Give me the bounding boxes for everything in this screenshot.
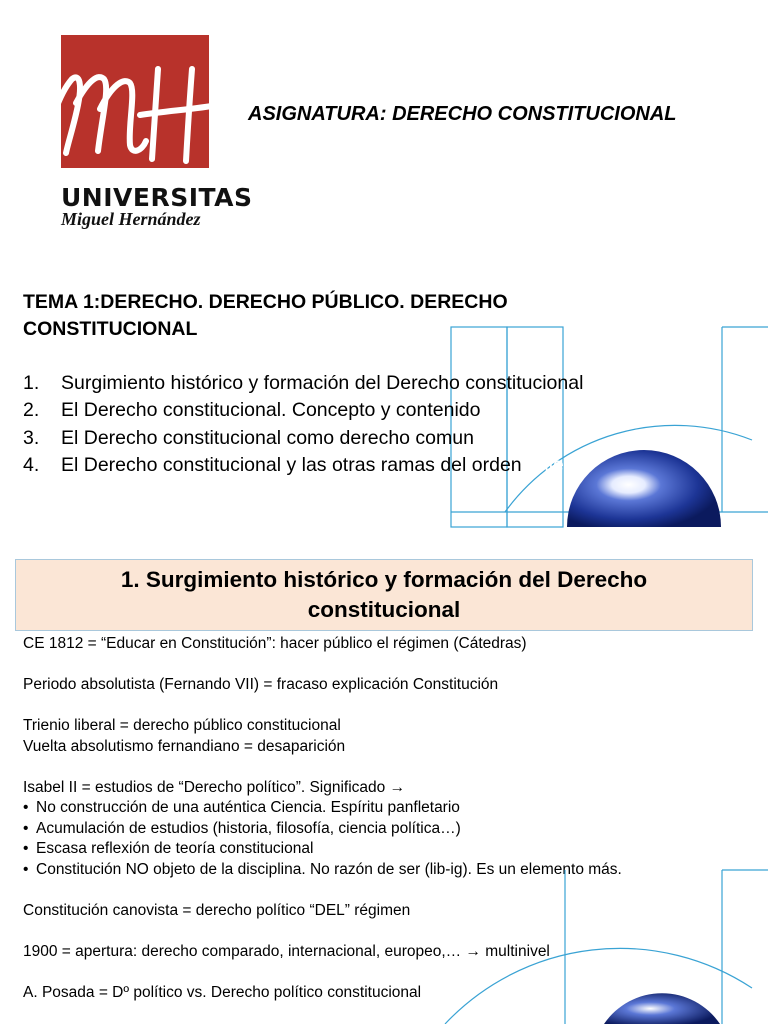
slide-2: [0, 548, 768, 1024]
topic-list-item: [23, 370, 591, 397]
topic-text: El Derecho constitucional. Concepto y contenido: [61, 399, 481, 422]
body-line: Periodo absolutista (Fernando VII) = fracaso explicación Constitución: [23, 676, 499, 693]
globe-graphic: [604, 993, 720, 1024]
topic-number: 3.: [23, 426, 40, 449]
topic-number: 1.: [23, 372, 40, 394]
decorative-graphic-2: [0, 548, 768, 1024]
subject-title: ASIGNATURA: DERECHO CONSTITUCIONAL: [248, 103, 677, 125]
body-line: Constitución canovista = derecho político “DEL” régimen: [23, 901, 411, 919]
topic-number: 2.: [23, 399, 40, 422]
bullet-mark: •: [23, 840, 29, 857]
topic-text-main: El Derecho constitucional y las otras ramas del orden: [61, 453, 522, 476]
topic-list-item: [23, 452, 591, 479]
body-line: Isabel II = estudios de “Derecho político”. Significado →: [23, 778, 406, 796]
topic-number: 4.: [23, 453, 40, 476]
bullet-text: Constitución NO objeto de la disciplina. No razón de ser (lib-ig). Es un elemento más.: [36, 860, 622, 878]
topic-text: [61, 452, 591, 479]
bullet-text: No construcción de una auténtica Ciencia. Espíritu panfletario: [36, 799, 460, 816]
body-line: A. Posada = Dº político vs. Derecho político constitucional: [23, 983, 422, 1001]
topic-list-item: [23, 425, 591, 452]
bullet-mark: •: [23, 819, 29, 837]
university-name: UNIVERSITAS: [61, 183, 253, 212]
body-line: CE 1812 = “Educar en Constitución”: hacer público el régimen (Cátedras): [23, 635, 527, 652]
section-title-line-2: constitucional: [307, 597, 461, 622]
topic-text-tail: amiento: [521, 453, 592, 476]
section-title-line-1: 1. Surgimiento histórico y formación del Derecho: [120, 567, 648, 592]
topic-text: Surgimiento histórico y formación del Derecho constitucional: [61, 372, 584, 394]
topic-heading-line-1: TEMA 1:DERECHO. DERECHO PÚBLICO. DERECHO: [23, 291, 508, 313]
topic-text: El Derecho constitucional como derecho comun: [61, 426, 474, 449]
topic-list: [23, 370, 591, 479]
topic-list-item: [23, 397, 591, 424]
bullet-mark: •: [23, 860, 29, 878]
bullet-text: Acumulación de estudios (historia, filosofía, ciencia política…): [36, 819, 461, 837]
bullet-text: Escasa reflexión de teoría constitucional: [36, 840, 314, 857]
body-line: Vuelta absolutismo fernandiano = desaparición: [23, 737, 346, 755]
body-line: Trienio liberal = derecho público constitucional: [23, 717, 341, 734]
bullet-mark: •: [23, 799, 29, 816]
university-subname: Miguel Hernández: [61, 209, 201, 229]
body-line: 1900 = apertura: derecho comparado, internacional, europeo,… → multinivel: [23, 942, 550, 960]
topic-heading-line-2: CONSTITUCIONAL: [23, 318, 198, 340]
